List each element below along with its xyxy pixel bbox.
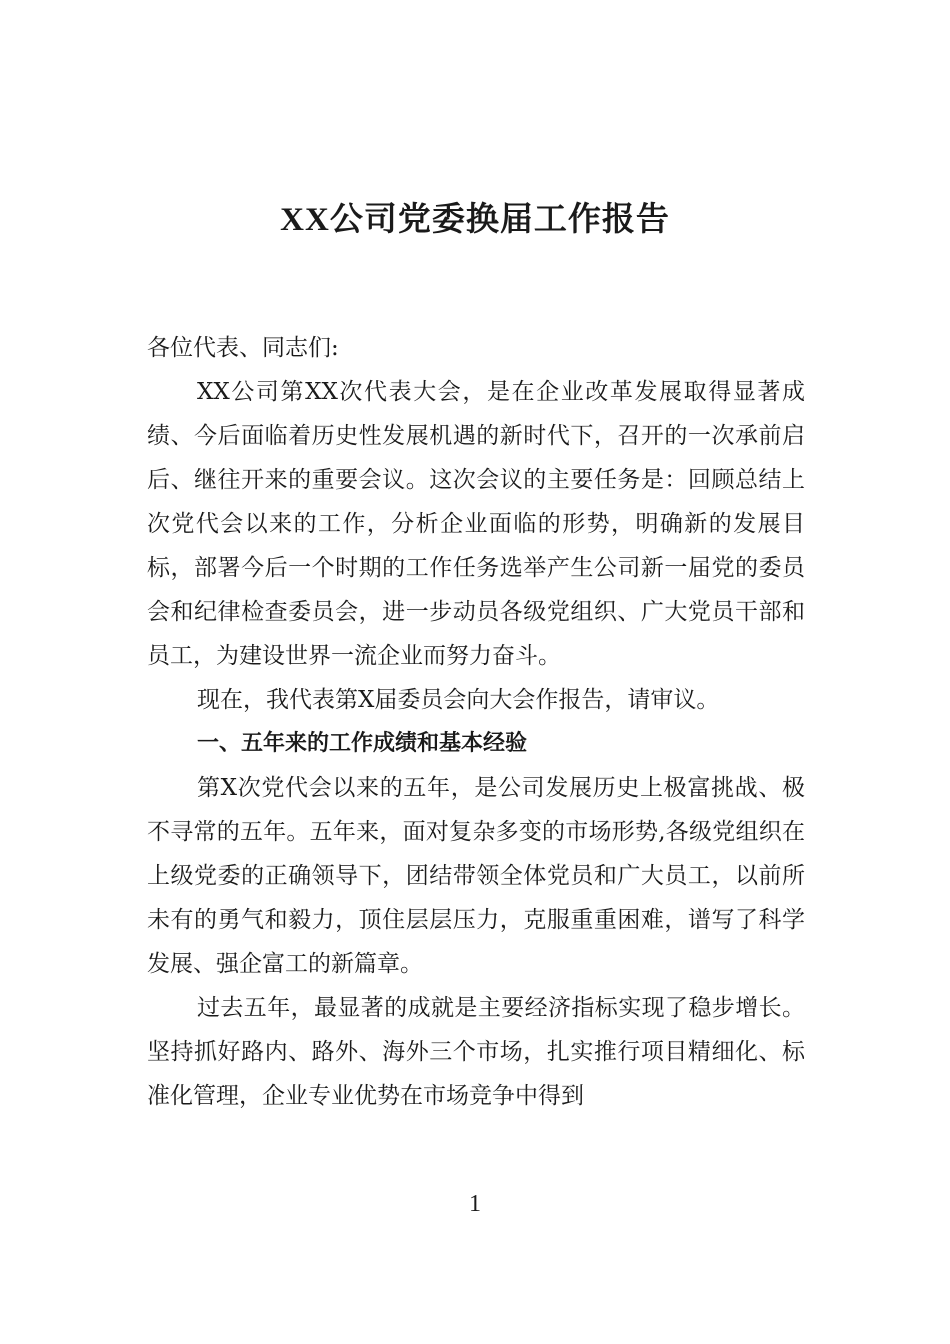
document-body [147,326,805,1118]
body-paragraph: XX公司第XX次代表大会，是在企业改革发展取得显著成绩、今后面临着历史性发展机遇的新时代下，召开的一次承前启后、继往开来的重要会议。这次会议的主要任务是：回顾总结上次党代会以来的工作，分析企业面临的形势，明确新的发展目标，部署今后一个时期的工作任务选举产生公司新一届党的委员会和纪律检查委员会，进一步动员各级党组织、广大党员干部和员工，为建设世界一流企业而努力奋斗。 [147,379,805,669]
page-number: 1 [469,1191,481,1217]
document-title: XX公司党委换届工作报告 [280,202,670,238]
salutation: 各位代表、同志们: [147,335,339,361]
body-paragraph: 第X次党代会以来的五年，是公司发展历史上极富挑战、极不寻常的五年。五年来，面对复杂多变的市场形势,各级党组织在上级党委的正确领导下，团结带领全体党员和广大员工，以前所未有的勇气和毅力，顶住层层压力，克服重重困难，谱写了科学发展、强企富工的新篇章。 [147,775,805,977]
section-heading: 一、五年来的工作成绩和基本经验 [197,731,528,756]
body-paragraph: 现在，我代表第X届委员会向大会作报告，请审议。 [197,687,720,713]
body-paragraph: 过去五年，最显著的成就是主要经济指标实现了稳步增长。坚持抓好路内、路外、海外三个市场，扎实推行项目精细化、标准化管理，企业专业优势在市场竞争中得到 [147,995,805,1109]
